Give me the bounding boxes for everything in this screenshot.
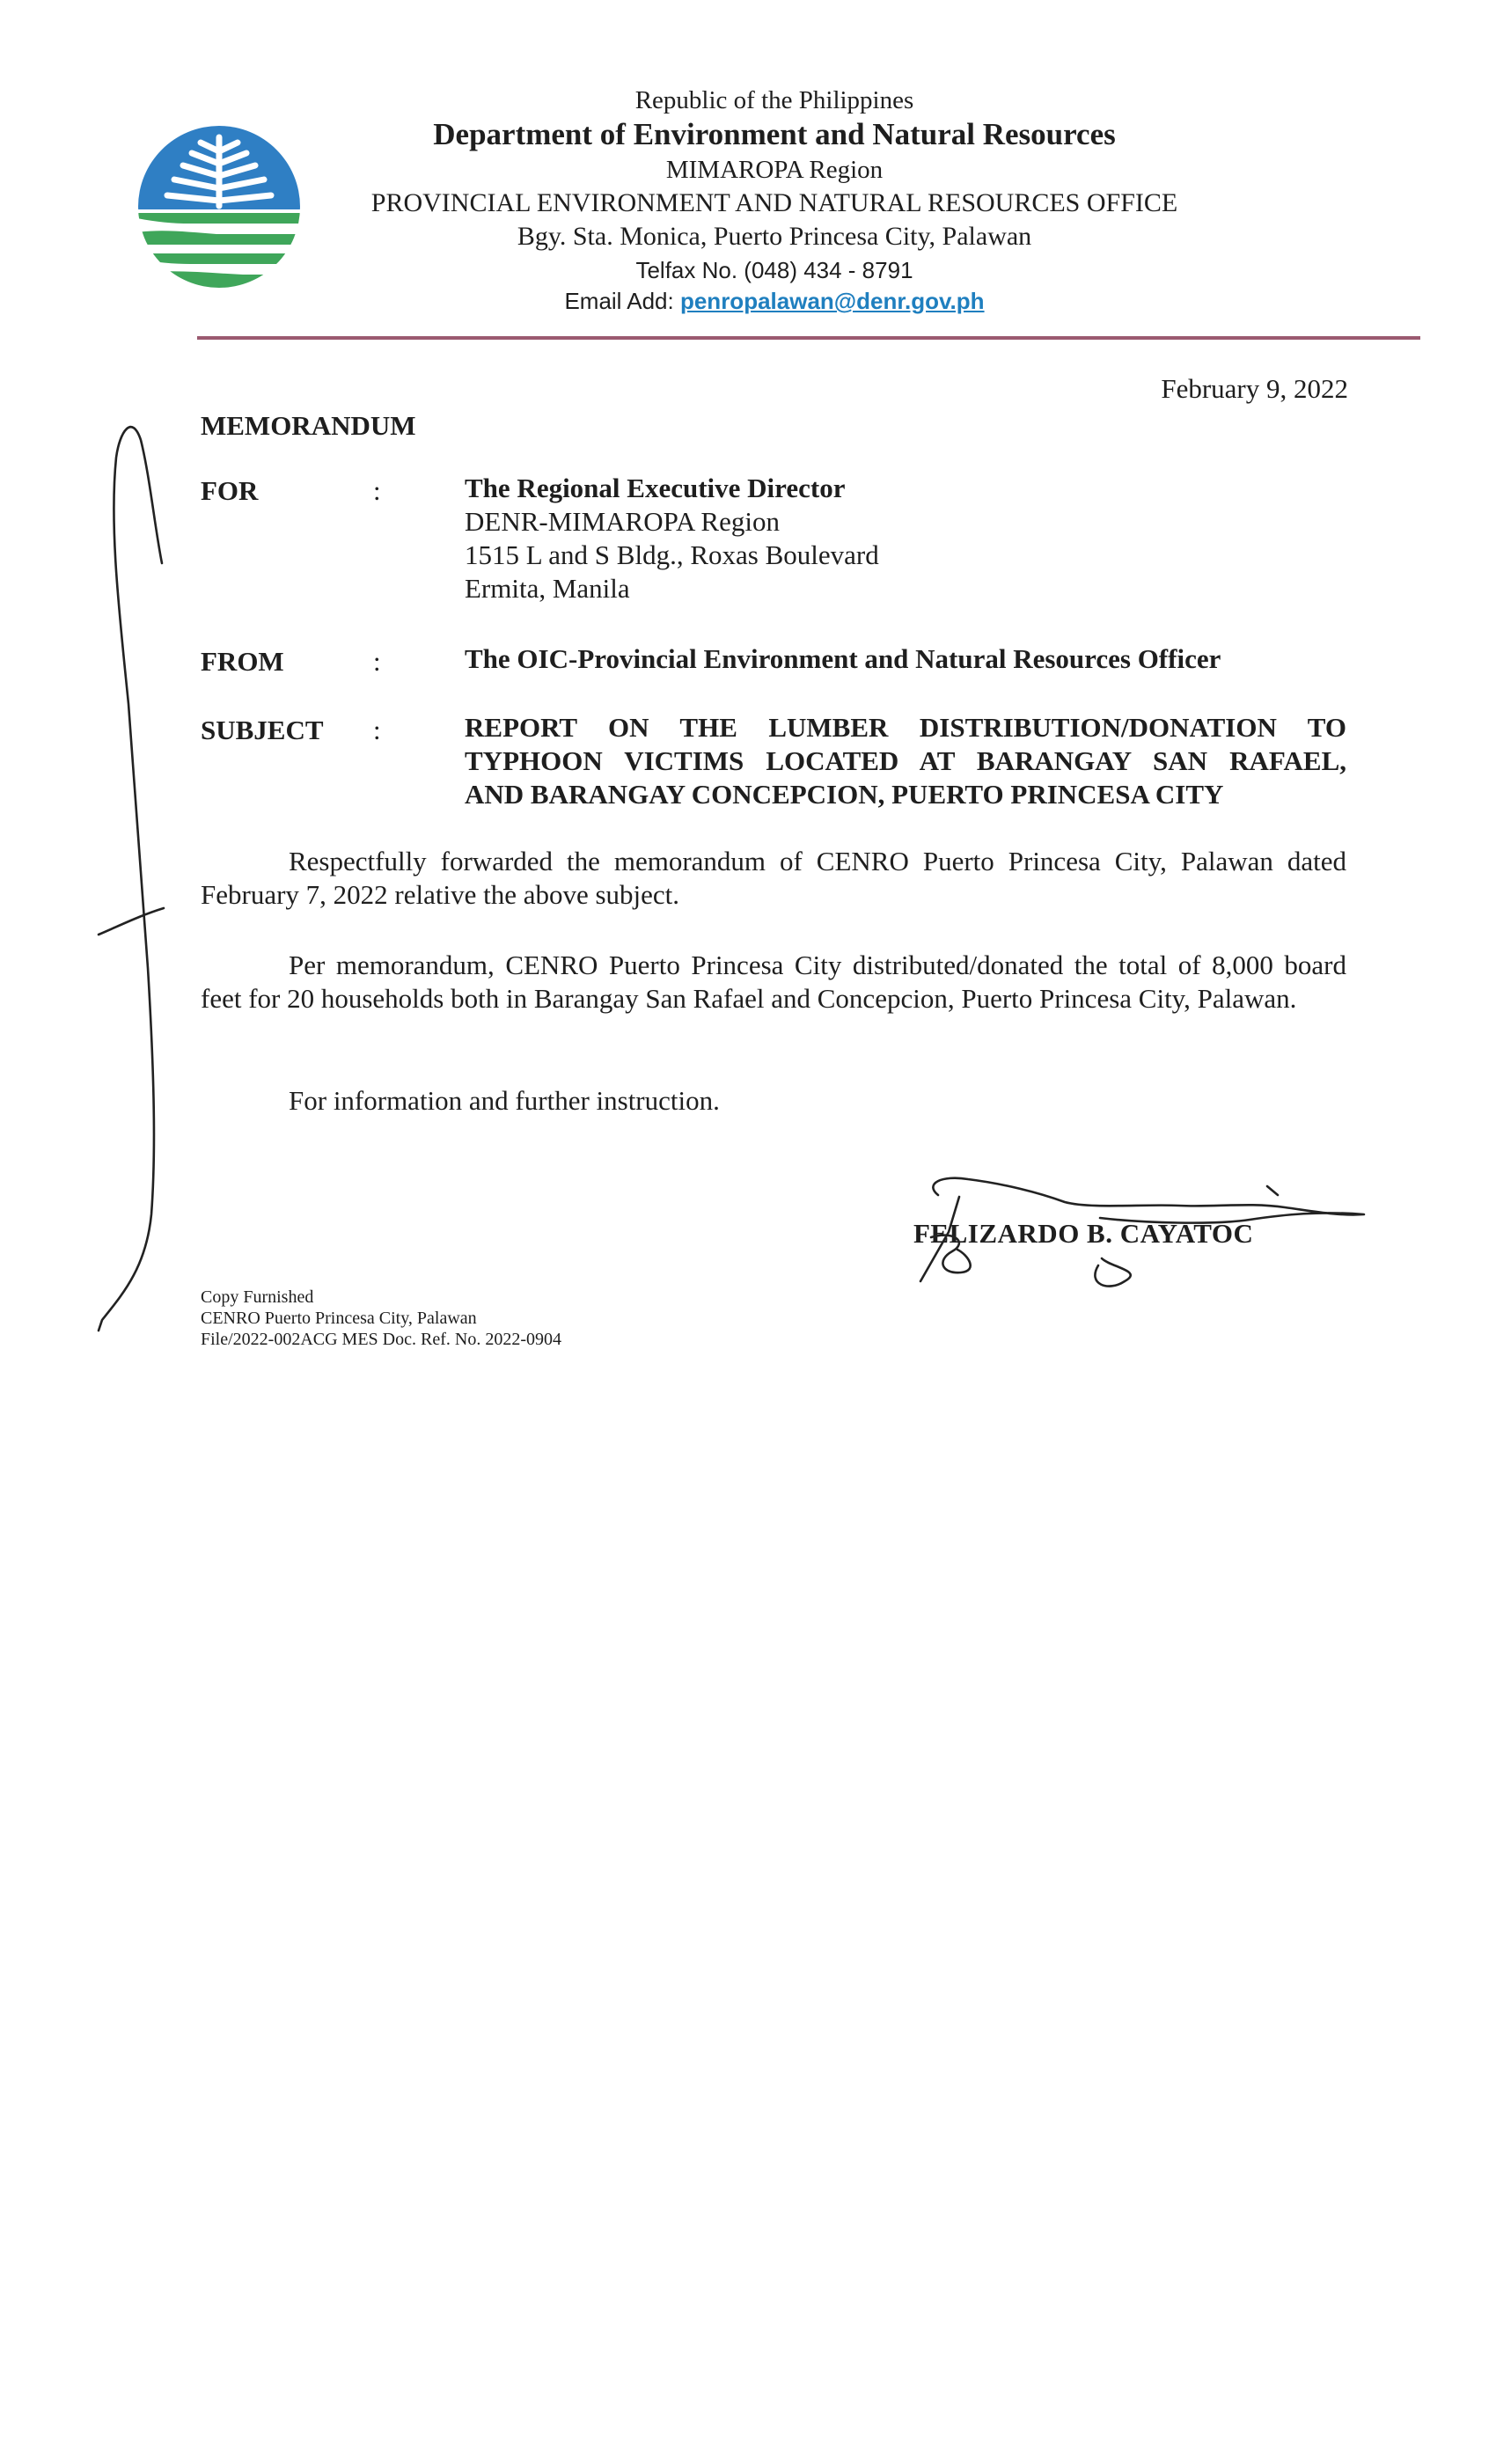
subject-line: REPORT ON THE LUMBER DISTRIBUTION/DONATION TO — [465, 712, 1346, 743]
for-label: FOR — [201, 475, 259, 506]
region-line: MIMAROPA Region — [665, 156, 884, 184]
cc-line: File/2022-002ACG MES Doc. Ref. No. 2022-0904 — [201, 1330, 561, 1349]
subject-line: AND BARANGAY CONCEPCION, PUERTO PRINCESA CITY — [465, 779, 1224, 810]
from-label: FROM — [201, 646, 284, 677]
cc-line: CENRO Puerto Princesa City, Palawan — [201, 1309, 477, 1328]
recipient-name: The Regional Executive Director — [465, 473, 846, 503]
subject-line: TYPHOON VICTIMS LOCATED AT BARANGAY SAN RAFAEL, — [465, 745, 1346, 776]
republic-line: Republic of the Philippines — [634, 86, 914, 114]
margin-routing-mark — [99, 427, 162, 1331]
department-name: Department of Environment and Natural Resources — [433, 117, 1116, 151]
telfax-line: Telfax No. (048) 434 - 8791 — [635, 257, 913, 283]
recipient-line: DENR-MIMAROPA Region — [465, 506, 780, 537]
office-address: Bgy. Sta. Monica, Puerto Princesa City, Palawan — [517, 222, 1032, 251]
signatory-name: FELIZARDO B. CAYATOC — [913, 1218, 1254, 1249]
office-name: PROVINCIAL ENVIRONMENT AND NATURAL RESOURCES OFFICE — [370, 188, 1178, 217]
memo-date: February 9, 2022 — [1161, 373, 1348, 404]
paragraph-text: Respectfully forwarded the memorandum of CENRO Puerto Princesa City, Palawan dated February 7, 2022 relative the above subject. — [201, 846, 1346, 910]
subject-colon: : — [373, 715, 381, 745]
memo-title: MEMORANDUM — [201, 410, 416, 441]
margin-cross-mark — [99, 908, 164, 935]
signature-mark — [920, 1178, 1364, 1287]
sender-name: The OIC-Provincial Environment and Natural Resources Officer — [465, 643, 1221, 674]
paragraph-text: Per memorandum, CENRO Puerto Princesa City distributed/donated the total of 8,000 board feet for 20 households both in Barangay San Rafael and Concepcion, Puerto Princesa City, Palawan. — [201, 950, 1346, 1014]
recipient-line: 1515 L and S Bldg., Roxas Boulevard — [465, 539, 879, 570]
cc-heading: Copy Furnished — [201, 1287, 314, 1307]
from-colon: : — [373, 646, 381, 677]
paragraph-text: For information and further instruction. — [289, 1085, 720, 1116]
email-link[interactable]: penropalawan@denr.gov.ph — [679, 288, 985, 314]
email-label: Email Add: — [564, 288, 674, 314]
recipient-line: Ermita, Manila — [465, 573, 630, 604]
subject-label: SUBJECT — [201, 715, 324, 745]
for-colon: : — [373, 475, 381, 506]
